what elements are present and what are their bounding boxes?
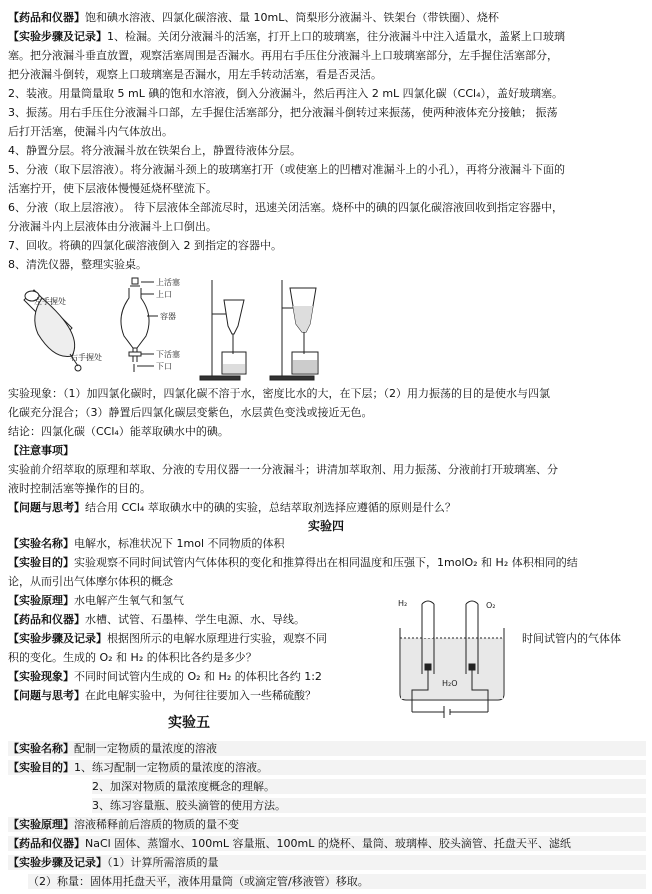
steps-label: 【实验步骤及记录】 bbox=[8, 856, 107, 869]
notes-line-a: 实验前介绍萃取的原理和萃取、分液的专用仪器一一分液漏斗；讲清加萃取剂、用力振荡、分液前打开玻璃塞、分 bbox=[8, 463, 558, 476]
step1-line-b: 塞。把分液漏斗垂直放置，观察活塞周围是否漏水。再用右手压住分液漏斗上口玻璃塞部分，左手握住活塞部分， bbox=[8, 49, 558, 62]
exp3-question-line bbox=[8, 500, 646, 515]
question-label: 【问题与思考】 bbox=[8, 501, 85, 514]
exp5-purpose-line-3: 3、练习容量瓶、胶头滴管的使用方法。 bbox=[92, 798, 646, 813]
exp5-purpose-line-2: 2、加深对物质的量浓度概念的理解。 bbox=[92, 779, 646, 794]
fig-left-hand-label: 左手握处 bbox=[34, 297, 66, 306]
question-text: 在此电解实验中，为何往往要加入一些稀硫酸？ bbox=[85, 689, 316, 702]
exp4-title: 实验四 bbox=[307, 519, 344, 533]
exp4-principle-line bbox=[8, 593, 646, 608]
phenomena-line-a: 实验现象：（1）加四氯化碳时，四氯化碳不溶于水，密度比水的大，在下层；（2）用力振荡的目的是使水与四氯 bbox=[8, 387, 550, 400]
step5-line-a: 5、分液（取下层溶液）。将分液漏斗颈上的玻璃塞打开（或使塞上的凹槽对准漏斗上的小孔），再将分液漏斗下面的 bbox=[8, 163, 565, 176]
fig-upper-mouth-label: 上口 bbox=[156, 290, 172, 299]
notes-label: 【注意事项】 bbox=[8, 444, 74, 457]
exp5-reagents-line bbox=[8, 836, 646, 851]
step2-line: 2、装液。用量筒量取 5 mL 碘的饱和水溶液，倒入分液漏斗，然后再注入 2 mL 四氯化碳（CCl₄），盖好玻璃塞。 bbox=[8, 87, 563, 100]
step1-text: （1）计算所需溶质的量 bbox=[107, 856, 219, 869]
exp4-observation-line bbox=[8, 669, 646, 684]
principle-label: 【实验原理】 bbox=[8, 594, 74, 607]
step3-line-b: 后打开活塞，使漏斗内气体放出。 bbox=[8, 125, 173, 138]
purpose-1-text: 1、练习配制一定物质的量浓度的溶液。 bbox=[74, 761, 268, 774]
exp3-reagents-line bbox=[8, 10, 646, 25]
funnel-on-stand-drawing-2 bbox=[270, 280, 318, 380]
exp4-steps-line-a2: 时间试管内的气体体 bbox=[522, 632, 621, 645]
name-label: 【实验名称】 bbox=[8, 742, 74, 755]
step1-text: 1、检漏。关闭分液漏斗的活塞，打开上口的玻璃塞，往分液漏斗中注入适量水，盖紧上口玻璃 bbox=[107, 30, 565, 43]
reagents-label: 【药品和仪器】 bbox=[8, 11, 85, 24]
fig-container-label: 容器 bbox=[160, 312, 176, 321]
step3-line-a: 3、振荡。用右手压住分液漏斗口部，左手握住活塞部分，把分液漏斗倒转过来振荡，使两种液体充分接触； 振荡 bbox=[8, 106, 558, 119]
exp5-step2-line: （2）称量：固体用托盘天平，液体用量筒（或滴定管/移液管）移取。 bbox=[28, 874, 646, 889]
notes-line-b: 液时控制活塞等操作的目的。 bbox=[8, 482, 151, 495]
exp4-reagents-line bbox=[8, 612, 646, 627]
phenomena-line-b: 化碳充分混合；（3）静置后四氯化碳层变紫色，水层黄色变浅或接近无色。 bbox=[8, 406, 373, 419]
fig-lower-stopcock-label: 下活塞 bbox=[156, 350, 180, 359]
name-text: 配制一定物质的量浓度的溶液 bbox=[74, 742, 217, 755]
exp4-purpose-line-a bbox=[8, 555, 646, 570]
exp4-steps-line-b: 积的变化。生成的 O₂ 和 H₂ 的体积比各约是多少？ bbox=[8, 651, 257, 664]
step4-line: 4、静置分层。将分液漏斗放在铁架台上，静置待液体分层。 bbox=[8, 144, 301, 157]
reagents-text: NaCl 固体、蒸馏水、100mL 容量瓶、100mL 的烧杯、量筒、玻璃棒、胶头滴管、托盘天平、滤纸 bbox=[85, 837, 571, 850]
exp5-purpose-line-1 bbox=[8, 760, 646, 775]
steps-label: 【实验步骤及记录】 bbox=[8, 632, 107, 645]
step8-line: 8、清洗仪器，整理实验桌。 bbox=[8, 258, 147, 271]
question-label: 【问题与思考】 bbox=[8, 689, 85, 702]
step6-line-a: 6、分液（取上层溶液）。 待下层液体全部流尽时，迅速关闭活塞。烧杯中的碘的四氯化碳溶液回收到指定容器中， bbox=[8, 201, 563, 214]
purpose-text: 实验观察不同时间试管内气体体积的变化和推算得出在相同温度和压强下，1molO₂ 和 H₂ 体积相同的结 bbox=[74, 556, 578, 569]
question-text: 结合用 CCl₄ 萃取碘水中的碘的实验，总结萃取剂选择应遵循的原则是什么？ bbox=[85, 501, 456, 514]
funnel-on-stand-drawing-1 bbox=[200, 280, 246, 380]
principle-label: 【实验原理】 bbox=[8, 818, 74, 831]
reagents-label: 【药品和仪器】 bbox=[8, 837, 85, 850]
exp5-principle-line bbox=[8, 817, 646, 832]
funnel-labeled-drawing bbox=[121, 278, 158, 372]
steps-text: 根据图所示的电解水原理进行实验，观察不同 bbox=[107, 632, 327, 645]
principle-text: 溶液稀释前后溶质的物质的量不变 bbox=[74, 818, 239, 831]
exp5-title: 实验五 bbox=[168, 715, 210, 731]
name-text: 电解水，标准状况下 1mol 不同物质的体积 bbox=[74, 537, 285, 550]
fig-h2-label: H₂ bbox=[398, 599, 408, 608]
name-label: 【实验名称】 bbox=[8, 537, 74, 550]
fig-lower-mouth-label: 下口 bbox=[156, 362, 172, 371]
step6-line-b: 分液漏斗内上层液体由分液漏斗上口倒出。 bbox=[8, 220, 217, 233]
purpose-label: 【实验目的】 bbox=[8, 556, 74, 569]
fig-o2-label: O₂ bbox=[486, 601, 496, 610]
exp4-purpose-line-b: 论，从而引出气体摩尔体积的概念 bbox=[8, 575, 173, 588]
exp5-steps-line bbox=[8, 855, 646, 870]
electrolysis-apparatus-figure bbox=[392, 594, 512, 722]
observation-text: 不同时间试管内生成的 O₂ 和 H₂ 的体积比各约 1:2 bbox=[74, 670, 322, 683]
exp5-name-line bbox=[8, 741, 646, 756]
reagents-text: 水槽、试管、石墨棒、学生电源、水、导线。 bbox=[85, 613, 305, 626]
step7-line: 7、回收。将碘的四氯化碳溶液倒入 2 到指定的容器中。 bbox=[8, 239, 282, 252]
exp4-steps-line-a bbox=[8, 631, 327, 646]
step5-line-b: 活塞拧开，使下层液体慢慢延烧杯壁流下。 bbox=[8, 182, 217, 195]
exp4-name-line bbox=[8, 536, 646, 551]
exp4-question-line bbox=[8, 688, 646, 703]
exp3-steps-line bbox=[8, 29, 646, 44]
fig-stopper-label: 上活塞 bbox=[156, 278, 180, 287]
purpose-label: 【实验目的】 bbox=[8, 761, 74, 774]
steps-label: 【实验步骤及记录】 bbox=[8, 30, 107, 43]
reagents-label: 【药品和仪器】 bbox=[8, 613, 85, 626]
notes-heading bbox=[8, 443, 646, 458]
conclusion-line: 结论：四氯化碳（CCl₄）能萃取碘水中的碘。 bbox=[8, 425, 229, 438]
separatory-funnel-figure bbox=[12, 276, 342, 384]
fig-right-hand-label: 右手握处 bbox=[70, 353, 102, 362]
fig-water-label: H₂O bbox=[442, 679, 458, 688]
step1-line-c: 把分液漏斗倒转，观察上口玻璃塞是否漏水，用左手转动活塞，看是否灵活。 bbox=[8, 68, 382, 81]
observation-label: 【实验现象】 bbox=[8, 670, 74, 683]
reagents-text: 饱和碘水溶液、四氯化碳溶液、量 10mL、筒梨形分液漏斗、铁架台（带铁圈）、烧杯 bbox=[85, 11, 499, 24]
principle-text: 水电解产生氧气和氢气 bbox=[74, 594, 184, 607]
